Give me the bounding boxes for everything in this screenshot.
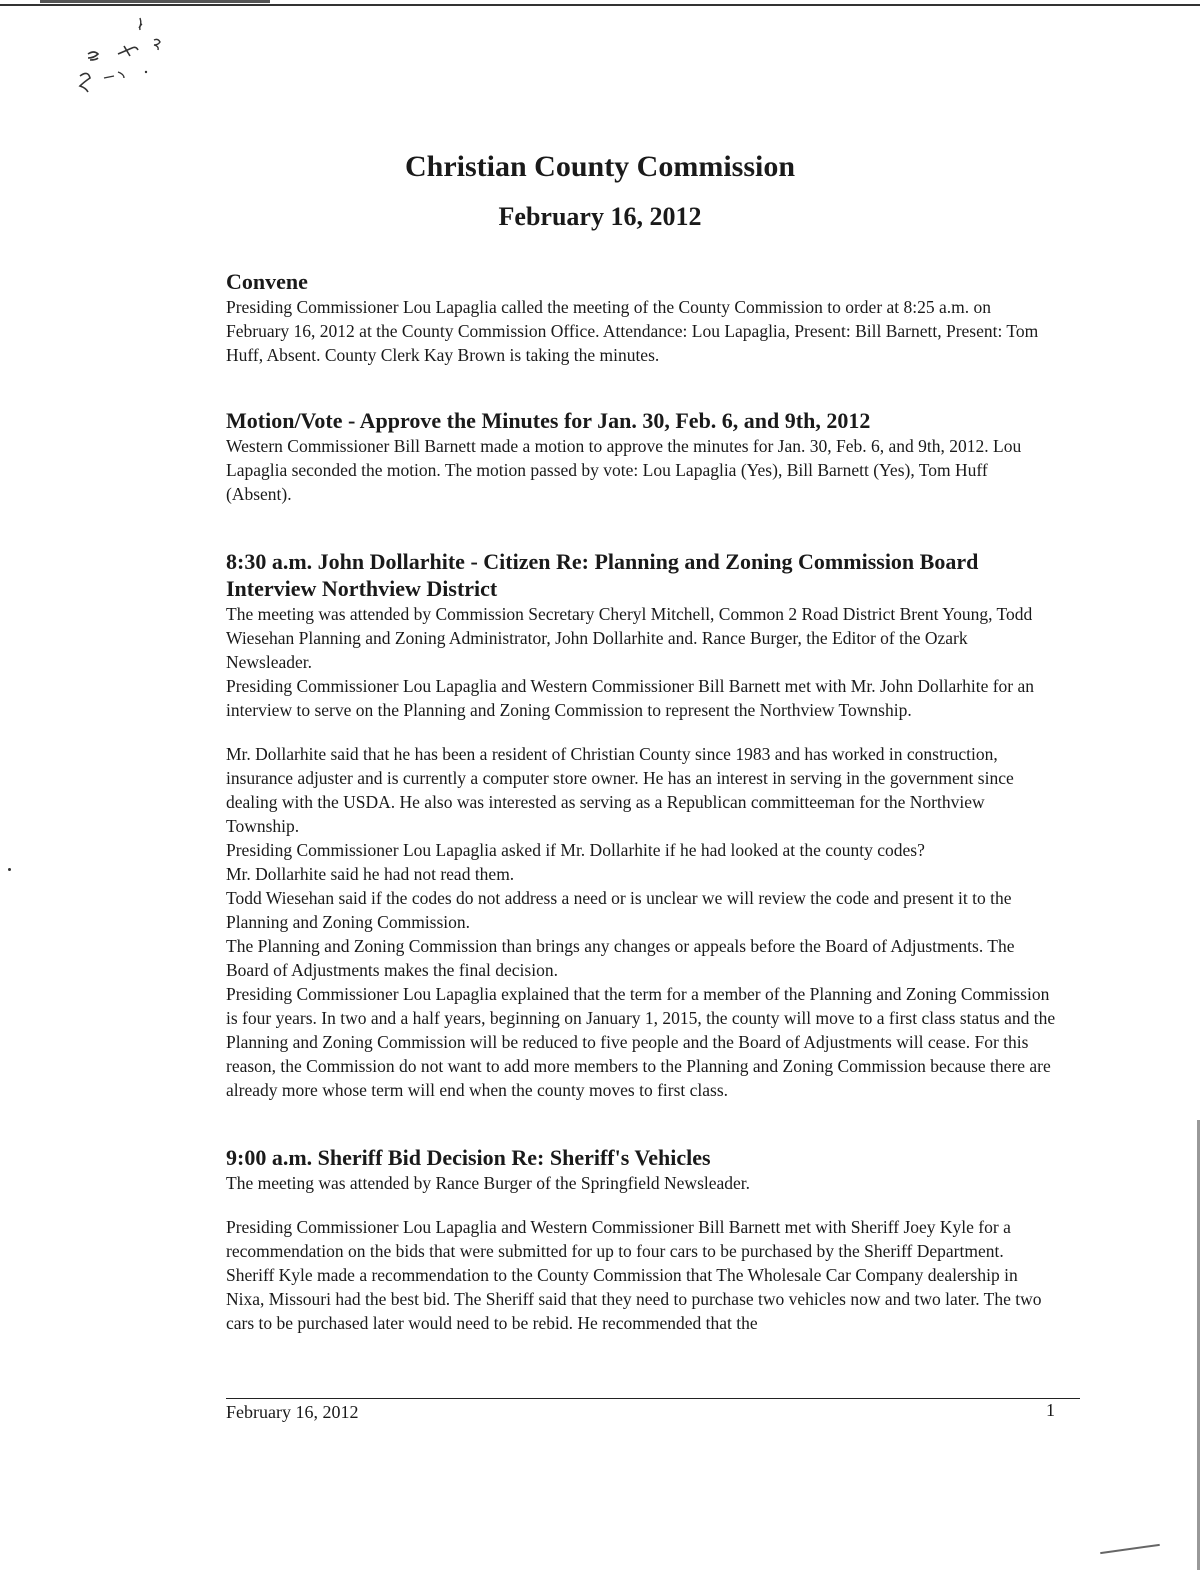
scan-edge-mark	[40, 0, 270, 3]
paragraph: Western Commissioner Bill Barnett made a motion to approve the minutes for Jan. 30, Feb. 6, and 9th, 2012. Lou Lapaglia seconded the motion. The motion passed by vote: Lou Lapaglia (Yes), Bill Barnett (Yes), Tom Huff (Absent).	[226, 436, 1022, 504]
scan-bottom-mark	[1100, 1544, 1160, 1554]
section-heading: 9:00 a.m. Sheriff Bid Decision Re: Sheriff's Vehicles	[226, 1145, 711, 1170]
paragraph: The Planning and Zoning Commission than brings any changes or appeals before the Board of Adjustments. The Board of Adjustments makes the final decision.	[226, 936, 1015, 980]
paragraph: Sheriff Kyle made a recommendation to the County Commission that The Wholesale Car Company dealership in Nixa, Missouri had the best bid. The Sheriff said that they need to purchase two vehicles now and two later. The two cars to be purchased later would need to be rebid. He recommended that the	[226, 1265, 1042, 1333]
section-dollarhite-interview	[226, 548, 1056, 1102]
page-number: 1	[1046, 1400, 1055, 1420]
paragraph: Presiding Commissioner Lou Lapaglia asked if Mr. Dollarhite if he had looked at the county codes?	[226, 840, 925, 860]
document-body	[226, 268, 1056, 1335]
section-heading: 8:30 a.m. John Dollarhite - Citizen Re: Planning and Zoning Commission Board Interview Northview District	[226, 549, 979, 601]
document-title: Christian County Commission	[404, 150, 796, 183]
paragraph: The meeting was attended by Commission Secretary Cheryl Mitchell, Common 2 Road District Brent Young, Todd Wiesehan Planning and Zoning Administrator, John Dollarhite and. Rance Burger, the Editor of the Ozark Newsleader.	[226, 604, 1033, 672]
scan-speck	[8, 868, 11, 871]
section-heading: Convene	[226, 269, 308, 294]
section-convene	[226, 268, 1056, 367]
paragraph: Presiding Commissioner Lou Lapaglia and Western Commissioner Bill Barnett met with Mr. John Dollarhite for an interview to serve on the Planning and Zoning Commission to represent the Northview Township.	[226, 676, 1035, 720]
section-approve-minutes	[226, 407, 1056, 506]
paragraph: The meeting was attended by Rance Burger of the Springfield Newsleader.	[226, 1173, 751, 1193]
section-sheriff-bid	[226, 1144, 1056, 1335]
footer-date: February 16, 2012	[226, 1402, 359, 1422]
paragraph: Presiding Commissioner Lou Lapaglia explained that the term for a member of the Planning and Zoning Commission is four years. In two and a half years, beginning on January 1, 2015, the county will move to a first class status and the Planning and Zoning Commission will be reduced to five people and the Board of Adjustments will cease. For this reason, the Commission do not want to add more members to the Planning and Zoning Commission because there are already more whose term will end when the county moves to first class.	[226, 984, 1056, 1100]
scan-top-border	[0, 4, 1200, 6]
section-heading: Motion/Vote - Approve the Minutes for Jan. 30, Feb. 6, and 9th, 2012	[226, 408, 871, 433]
paragraph: Presiding Commissioner Lou Lapaglia and Western Commissioner Bill Barnett met with Sheriff Joey Kyle for a recommendation on the bids that were submitted for up to four cars to be purchased by the Sheriff Department.	[226, 1217, 1011, 1261]
paragraph: Todd Wiesehan said if the codes do not address a need or is unclear we will review the code and present it to the Planning and Zoning Commission.	[226, 888, 1012, 932]
document-date: February 16, 2012	[498, 202, 702, 231]
footer-rule	[226, 1398, 1080, 1399]
paragraph: Presiding Commissioner Lou Lapaglia called the meeting of the County Commission to order at 8:25 a.m. on February 16, 2012 at the County Commission Office. Attendance: Lou Lapaglia, Present: Bill Barnett, Present: Tom Huff, Absent. County Clerk Kay Brown is taking the minutes.	[226, 297, 1039, 365]
paragraph: Mr. Dollarhite said he had not read them.	[226, 864, 515, 884]
paragraph: Mr. Dollarhite said that he has been a resident of Christian County since 1983 and has worked in construction, insurance adjuster and is currently a computer store owner. He has an interest in serving in the government since dealing with the USDA. He also was interested as serving as a Republican committeeman for the Northview Township.	[226, 744, 1014, 836]
handwritten-marks	[70, 10, 180, 100]
